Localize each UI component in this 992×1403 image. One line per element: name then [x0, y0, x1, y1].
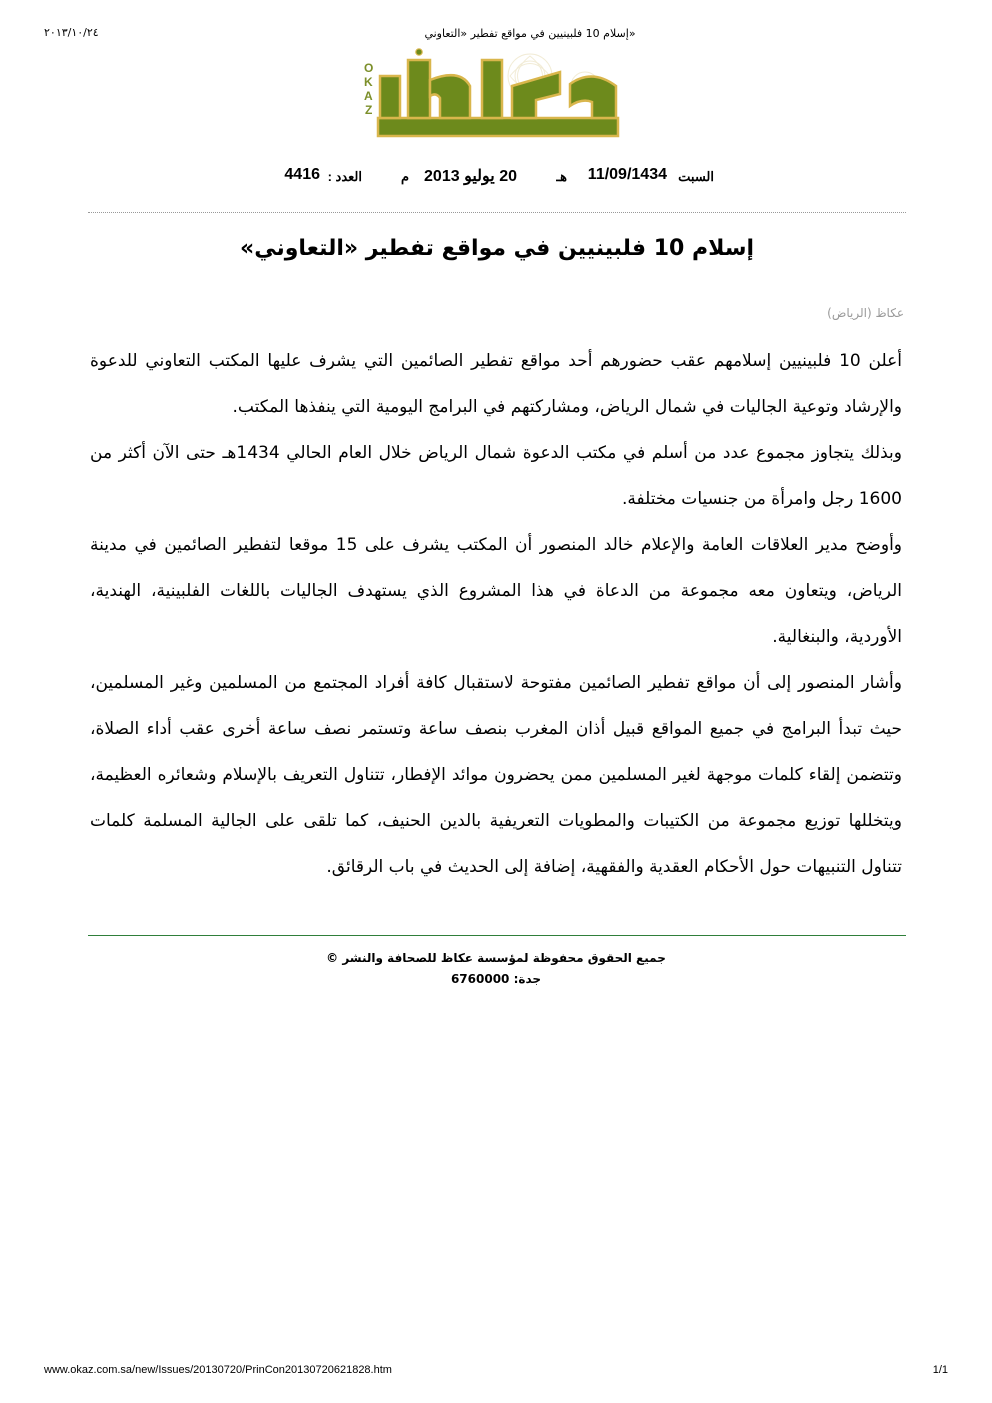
logo-wordmark — [378, 49, 618, 136]
article-body — [90, 338, 902, 890]
article-byline: عكاظ (الرياض) — [827, 306, 904, 320]
issue-gregorian-suffix: م — [400, 169, 409, 184]
svg-text:Z: Z — [365, 103, 373, 117]
copyright-notice: جميع الحقوق محفوظة لمؤسسة عكاظ للصحافة والنشر © — [326, 951, 666, 965]
svg-text:A: A — [364, 89, 373, 103]
article-paragraph: وبذلك يتجاوز مجموع عدد من أسلم في مكتب الدعوة شمال الرياض خلال العام الحالي 1434هـ حتى الآن أكثر من 1600 رجل وامرأة من جنسيات مختلفة. — [90, 443, 902, 509]
issue-hijri-suffix: هـ — [556, 169, 567, 184]
contact-phone: جدة: 6760000 — [450, 972, 542, 986]
svg-text:K: K — [364, 75, 373, 89]
okaz-logo — [360, 46, 624, 142]
article-paragraph: وأشار المنصور إلى أن مواقع تفطير الصائمين مفتوحة لاستقبال كافة أفراد المجتمع من المسلمين وغير المسلمين، حيث تبدأ البرامج في جميع المواقع قبيل أذان المغرب بنصف ساعة وتستمر نصف ساعة أخرى عقب أداء الصلاة، وتتضمن إلقاء كلمات موجهة لغير المسلمين ممن يحضرون موائد الإفطار، تتناول التعريف بالإسلام وشعائره العظيمة، ويتخللها توزيع مجموعة من الكتيبات والمطويات التعريفية بالدين الحنيف، كما تلقى على الجالية المسلمة كلمات تتناول التنبيهات حول الأحكام العقدية والفقهية، إضافة إلى الحديث في باب الرقائق. — [90, 673, 902, 877]
issue-info — [0, 166, 992, 190]
article-paragraph: وأوضح مدير العلاقات العامة والإعلام خالد المنصور أن المكتب يشرف على 15 موقعا لتفطير الصائمين في مدينة الرياض، ويتعاون معه مجموعة من الدعاة في هذا المشروع الذي يستهدف الجاليات باللغات الفلبينية، الهندية، الأوردية، والبنغالية. — [90, 535, 902, 647]
print-page-title: «إسلام 10 فلبينيين في مواقع تفطير «التعاوني — [424, 27, 636, 40]
header-divider — [88, 212, 906, 213]
print-page-number: 1/1 — [932, 1364, 948, 1376]
print-url: www.okaz.com.sa/new/Issues/20130720/PrinCon20130720621828.htm — [44, 1364, 392, 1376]
print-date: ٢٠١٣/١٠/٢٤ — [44, 26, 99, 39]
logo-latin-text — [364, 61, 373, 117]
issue-number-label: العدد : — [327, 169, 362, 184]
svg-text:O: O — [364, 61, 374, 75]
footer-divider — [88, 935, 906, 936]
issue-number: 4416 — [284, 166, 320, 183]
article-headline: إسلام 10 فلبينيين في مواقع تفطير «التعاوني» — [240, 236, 754, 261]
issue-day: السبت — [678, 169, 714, 184]
article-paragraph: أعلن 10 فلبينيين إسلامهم عقب حضورهم أحد مواقع تفطير الصائمين التي يشرف عليها المكتب التعاوني للدعوة والإرشاد وتوعية الجاليات في شمال الرياض، ومشاركتهم في البرامج اليومية التي ينفذها المكتب. — [90, 351, 902, 417]
issue-gregorian-date: 20 يوليو 2013 — [424, 168, 517, 185]
issue-hijri-date: 11/09/1434 — [587, 166, 667, 183]
